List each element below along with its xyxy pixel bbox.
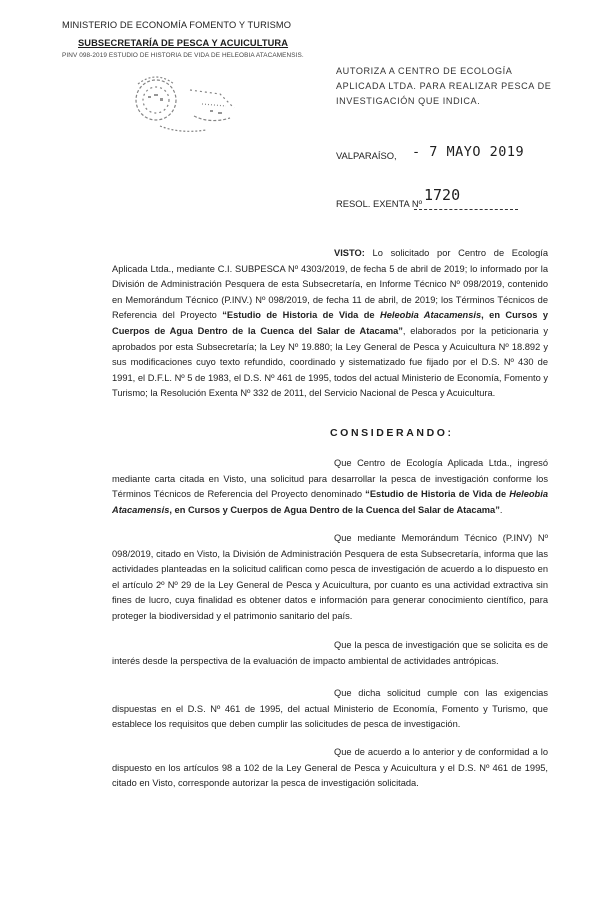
place-date-row xyxy=(336,144,525,161)
p5-text: Que de acuerdo a lo anterior y de conformidad a lo dispuesto en los artículos 98 a 102 de la Ley General de Pesca y Acuicultura y el D.S. Nº 461 de 1995, citado en Visto, corresponde autorizar la pesca de investigación solicitada. xyxy=(112,747,548,789)
p2-text: Que mediante Memorándum Técnico (P.INV) Nº 098/2019, citado en Visto, la División de Administración Pesquera de esta Subsecretaría, informa que las actividades planteadas en la solicitud califican como pesca de investigación de acuerdo a lo dispuesto en el artículo 2º Nº 29 de la Ley General de Pesca y Acuicultura, por cuanto es una actividad extractiva sin fines de lucro, cuya finalidad es obtener datos e información para generar conocimiento científico, para proteger la biodiversidad y el patrimonio sanitario del país. xyxy=(112,533,548,621)
considerando-paragraph-3 xyxy=(112,638,548,669)
considerando-paragraph-2 xyxy=(112,531,548,625)
handwritten-date: - 7 MAYO 2019 xyxy=(412,144,525,160)
p3-text: Que la pesca de investigación que se solicita es de interés desde la perspectiva de la evaluación de impacto ambiental de actividades antrópicas. xyxy=(112,640,548,666)
ministry-name: MINISTERIO DE ECONOMÍA FOMENTO Y TURISMO xyxy=(62,20,292,30)
subsecretaria-name: SUBSECRETARÍA DE PESCA Y ACUICULTURA xyxy=(78,38,289,48)
p1-project-title-a: “Estudio de Historia de Vida de xyxy=(365,489,510,500)
visto-paragraph xyxy=(112,246,548,402)
considerando-heading: CONSIDERANDO: xyxy=(330,427,454,439)
p1-text-a: Que Centro de Ecología Aplicada Ltda., ingresó mediante carta citada en Visto, una solicitud para desarrollar la pesca de investigación conforme los Términos Técnicos de Referencia del Proyecto denominado xyxy=(112,458,548,500)
p1-species-name: Heleobia Atacamensis xyxy=(112,489,548,515)
visto-text-1: Lo solicitado por Centro de Ecología Aplicada Ltda., mediante C.I. SUBPESCA Nº 4303/2019, de fecha 5 de abril de 2019; lo informado por la División de Administración Pesquera de esta Subsecretaría, en Informe Técnico Nº 098/2019, contenido en Memorándum Técnico (P.INV.) Nº 098/2019, de fecha 11 de abril, de 2019; los Términos Técnicos de Referencia del Proyecto xyxy=(112,248,548,321)
visto-project-title-a: “Estudio de Historia de Vida de xyxy=(222,310,380,321)
p1-text-end: . xyxy=(499,504,503,515)
considerando-paragraph-5 xyxy=(112,745,548,792)
resolution-number-line xyxy=(414,209,518,210)
considerando-paragraph-4 xyxy=(112,686,548,733)
visto-label: VISTO: xyxy=(334,248,365,258)
resolution-subject: AUTORIZA A CENTRO DE ECOLOGÍA APLICADA LTDA. PARA REALIZAR PESCA DE INVESTIGACIÓN QUE INDICA. xyxy=(336,66,552,106)
resolution-number-row xyxy=(336,186,461,209)
reference-code: PINV 098-2019 ESTUDIO DE HISTORIA DE VIDA DE HELEOBIA ATACAMENSIS. xyxy=(62,52,304,59)
considerando-paragraph-1 xyxy=(112,456,548,518)
circular-seal-stamp-icon xyxy=(130,64,250,142)
place-label: VALPARAÍSO, xyxy=(336,150,397,161)
visto-species-name: Heleobia Atacamensis xyxy=(380,310,482,321)
p4-text: Que dicha solicitud cumple con las exigencias dispuestas en el D.S. Nº 461 de 1995, del actual Ministerio de Economía, Fomento y Turismo, que establece los requisitos que deben cumplir las solicitudes de pesca de investigación. xyxy=(112,688,548,730)
visto-text-2: , elaborados por la peticionaria y aprobados por esta Subsecretaría; la Ley Nº 19.880; la Ley General de Pesca y Acuicultura Nº 18.892 y sus modificaciones cuyo texto refundido, coordinado y sistematizado fue fijado por el D.S. Nº 430 de 1991, el D.F.L. Nº 5 de 1983, el D.S. Nº 461 de 1995, todos del actual Ministerio de Economía, Fomento y Turismo; la Resolución Exenta Nº 332 de 2011, del Servicio Nacional de Pesca y Acuicultura. xyxy=(112,325,548,399)
resolution-label: RESOL. EXENTA Nº xyxy=(336,198,423,209)
resolution-number: 1720 xyxy=(424,186,461,204)
p1-project-title-b: , en Cursos y Cuerpos de Agua Dentro de la Cuenca del Salar de Atacama” xyxy=(169,504,500,515)
visto-project-title-b: , en Cursos y Cuerpos de Agua Dentro de la Cuenca del Salar de Atacama” xyxy=(112,310,548,336)
